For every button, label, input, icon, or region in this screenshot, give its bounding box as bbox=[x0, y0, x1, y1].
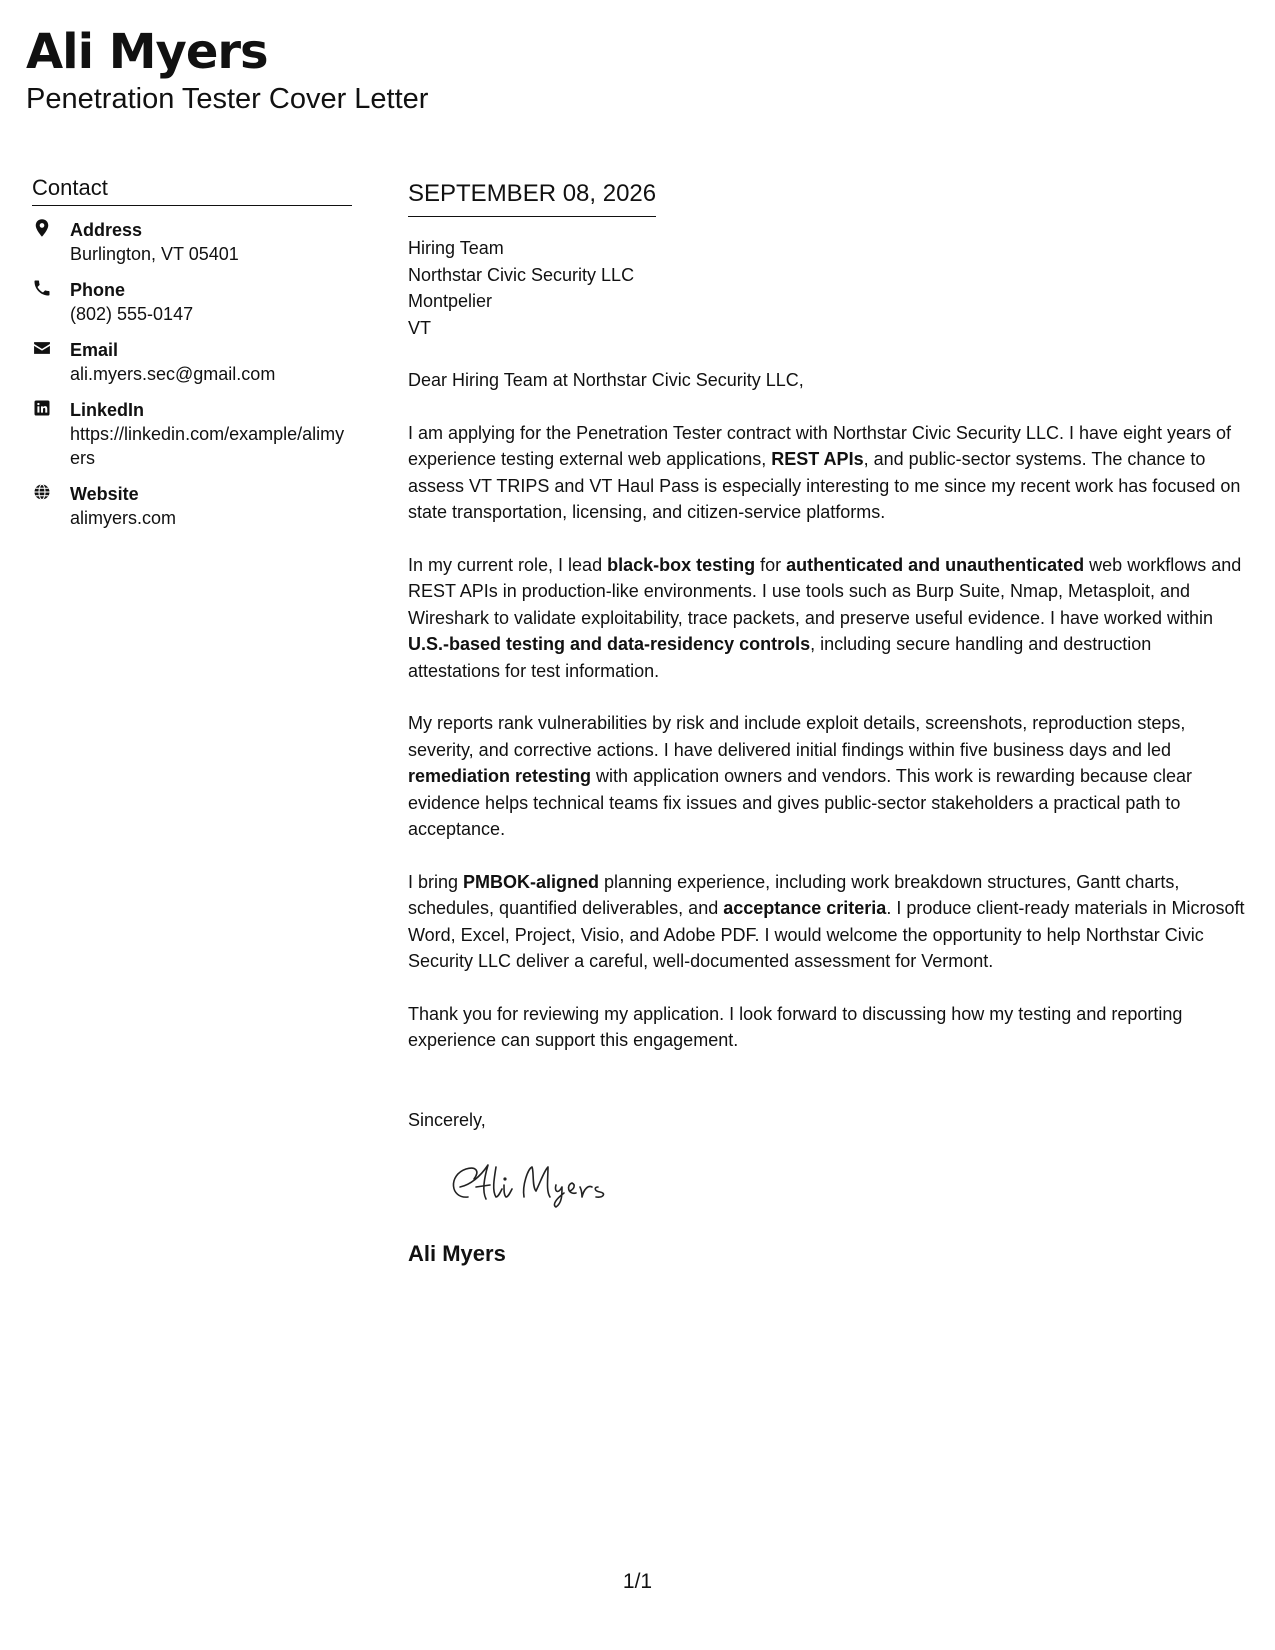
website-label: Website bbox=[70, 484, 139, 504]
letter-body bbox=[408, 178, 1248, 1267]
email-label: Email bbox=[70, 340, 119, 360]
salutation: Dear Hiring Team at Northstar Civic Security LLC, bbox=[408, 370, 804, 390]
contact-address bbox=[32, 218, 352, 266]
paragraph-text: My reports rank vulnerabilities by risk and include exploit details, screenshots, reproduction steps, severity, and corrective actions. I have delivered initial findings within five business days and led bbox=[408, 713, 1186, 760]
paragraph-text: with application owners and vendors. This work is rewarding because clear evidence helps technical teams fix issues and gives public-sector stakeholders a practical path to acceptance. bbox=[408, 766, 1193, 839]
emphasized-text: authenticated and unauthenticated bbox=[786, 554, 1085, 575]
contact-website bbox=[32, 482, 352, 530]
linkedin-value[interactable]: https://linkedin.com/example/alimyers bbox=[70, 424, 345, 468]
emphasized-text: U.S.-based testing and data-residency controls bbox=[408, 634, 811, 654]
recipient-block bbox=[408, 235, 1248, 341]
emphasized-text: PMBOK-aligned bbox=[463, 871, 600, 892]
letter-paragraph bbox=[408, 552, 1248, 685]
recipient-line: VT bbox=[408, 317, 432, 338]
contact-phone bbox=[32, 278, 352, 326]
email-value[interactable]: ali.myers.sec@gmail.com bbox=[70, 364, 276, 384]
emphasized-text: remediation retesting bbox=[408, 766, 592, 786]
linkedin-label: LinkedIn bbox=[70, 400, 145, 420]
contact-linkedin bbox=[32, 398, 352, 470]
paragraph-text: for bbox=[755, 554, 787, 575]
signer-name: Ali Myers bbox=[408, 1240, 506, 1266]
header bbox=[26, 22, 428, 116]
envelope-icon bbox=[32, 338, 56, 362]
recipient-line: Hiring Team bbox=[408, 238, 504, 258]
emphasized-text: black-box testing bbox=[607, 554, 756, 575]
contact-heading: Contact bbox=[32, 174, 352, 206]
letter-date: SEPTEMBER 08, 2026 bbox=[408, 178, 656, 217]
map-pin-icon bbox=[32, 218, 56, 242]
website-value[interactable]: alimyers.com bbox=[70, 508, 177, 528]
letter-paragraph bbox=[408, 1001, 1248, 1054]
applicant-name: Ali Myers bbox=[26, 24, 268, 80]
phone-label: Phone bbox=[70, 280, 126, 300]
address-label: Address bbox=[70, 220, 143, 240]
contact-email bbox=[32, 338, 352, 386]
paragraph-text: , including secure handling and destruction attestations for test information. bbox=[408, 634, 1152, 681]
letter-paragraph bbox=[408, 710, 1248, 843]
paragraph-text: web workflows and REST APIs in production-like environments. I use tools such as Burp Suite, Nmap, Metasploit, and Wireshark to validate exploitability, trace packets, and preserve useful evidence. I have worked within bbox=[408, 554, 1242, 628]
document-subtitle: Penetration Tester Cover Letter bbox=[26, 83, 429, 115]
linkedin-icon bbox=[32, 398, 56, 422]
letter-paragraph bbox=[408, 869, 1248, 975]
paragraph-text: I am applying for the Penetration Tester contract with Northstar Civic Security LLC. I have eight years of experience testing external web applications, bbox=[408, 422, 1232, 469]
recipient-line: Northstar Civic Security LLC bbox=[408, 264, 635, 285]
phone-icon bbox=[32, 278, 56, 302]
paragraph-text: In my current role, I lead bbox=[408, 554, 608, 575]
emphasized-text: acceptance criteria bbox=[723, 898, 887, 918]
paragraph-text: Thank you for reviewing my application. I look forward to discussing how my testing and reporting experience can support this engagement. bbox=[408, 1003, 1183, 1050]
paragraph-text: . I produce client-ready materials in Microsoft Word, Excel, Project, Visio, and Adobe PDF. I would welcome the opportunity to help Northstar Civic Security LLC deliver a careful, well-documented assessment for Vermont. bbox=[408, 898, 1245, 971]
address-value: Burlington, VT 05401 bbox=[70, 244, 239, 264]
phone-value: (802) 555-0147 bbox=[70, 304, 194, 324]
page-number: 1/1 bbox=[622, 1570, 653, 1593]
paragraph-text: I bring bbox=[408, 871, 464, 892]
recipient-line: Montpelier bbox=[408, 291, 493, 311]
letter-paragraph bbox=[408, 420, 1248, 526]
closing: Sincerely, bbox=[408, 1109, 486, 1130]
paragraph-text: planning experience, including work breakdown structures, Gantt charts, schedules, quantified deliverables, and bbox=[408, 871, 1180, 918]
emphasized-text: REST APIs bbox=[771, 449, 864, 469]
handwritten-signature bbox=[446, 1157, 636, 1209]
paragraph-text: , and public-sector systems. The chance to assess VT TRIPS and VT Haul Pass is especially interesting to me since my recent work has focused on state transportation, licensing, and citizen-service platforms. bbox=[408, 449, 1241, 522]
contact-sidebar bbox=[32, 174, 352, 542]
globe-icon bbox=[32, 482, 56, 506]
